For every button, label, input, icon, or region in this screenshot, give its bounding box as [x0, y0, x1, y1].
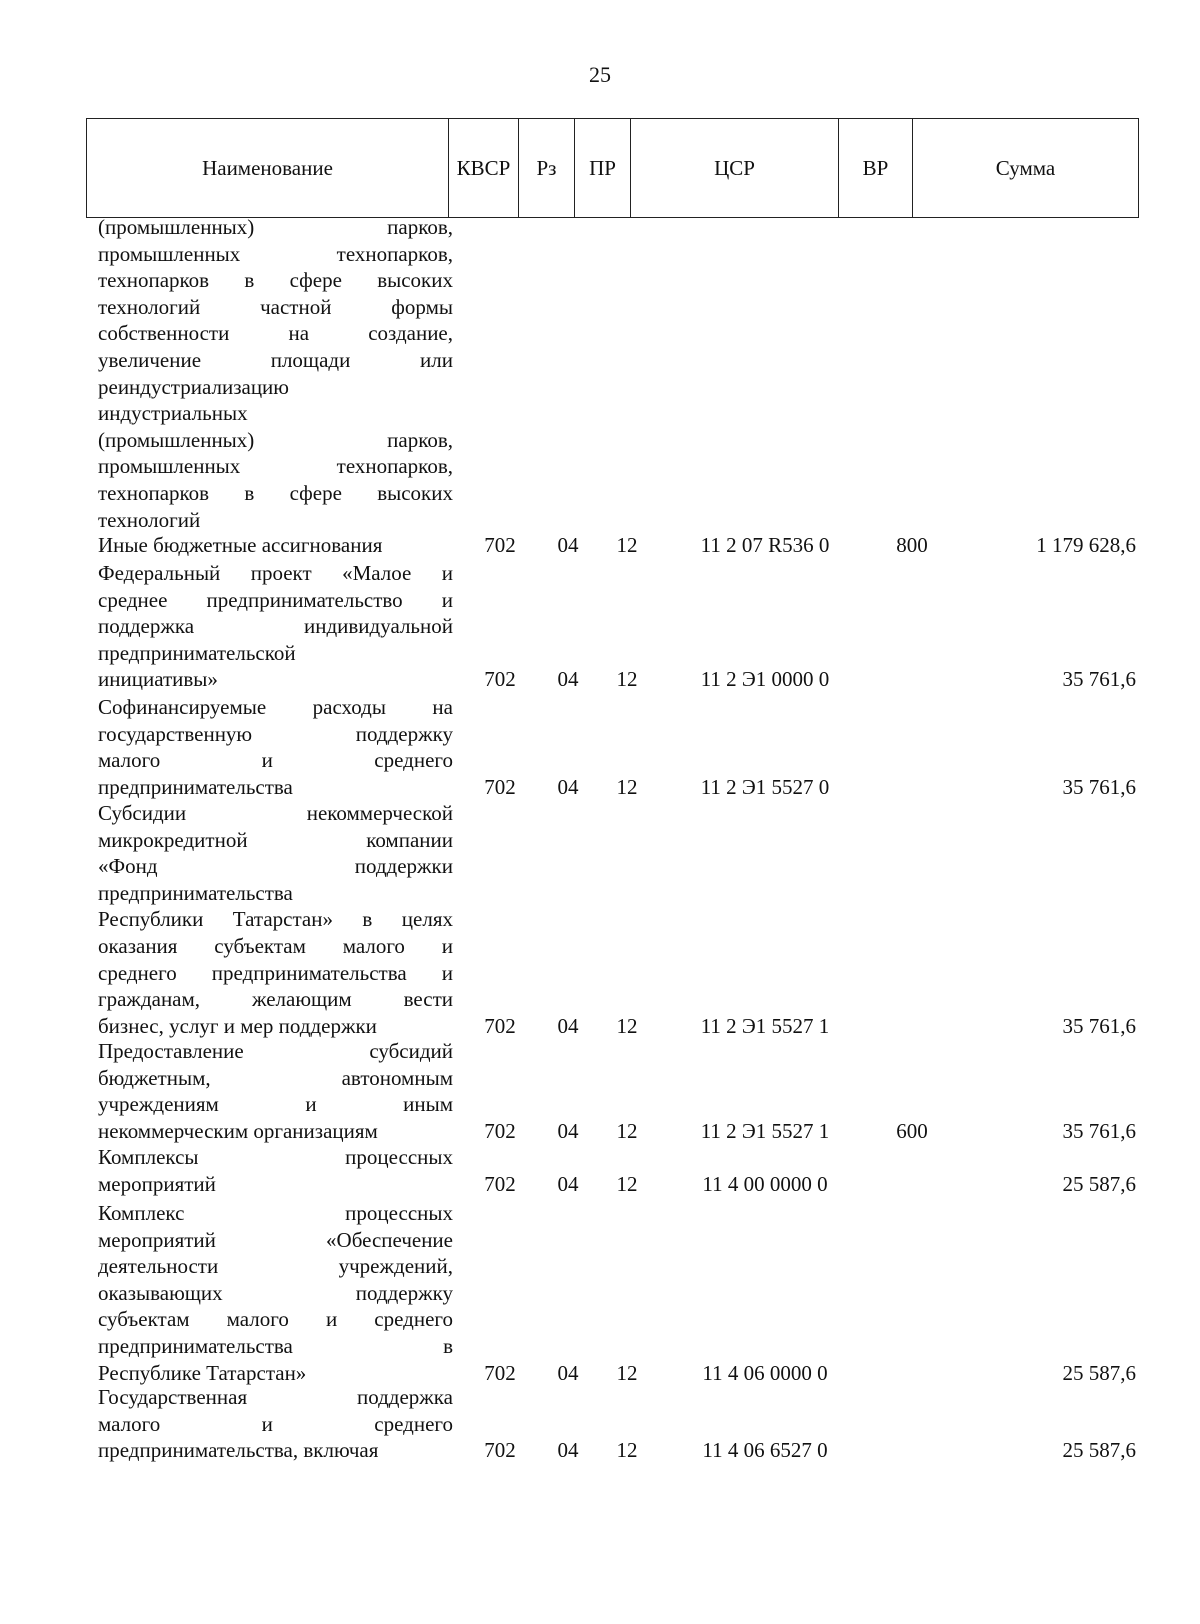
- row-rz: 04: [557, 1118, 579, 1143]
- row-rz: 04: [557, 1013, 579, 1038]
- row-name-line: Комплексы процессных: [98, 1145, 453, 1169]
- row-sum: 25 587,6: [1062, 1438, 1136, 1463]
- row-name-line: реиндустриализацию: [98, 374, 289, 399]
- page-number: 25: [589, 62, 611, 87]
- row-name-line: мероприятий: [98, 1171, 216, 1196]
- row-pr: 12: [616, 667, 638, 692]
- row-name-line: собственности на создание,: [98, 321, 453, 346]
- row-name-line: субъектам малого и среднего: [98, 1307, 453, 1332]
- row-name-line: учреждениям и иным: [98, 1092, 453, 1117]
- row-rz: 04: [557, 1438, 579, 1463]
- row-sum: 35 761,6: [1062, 1118, 1136, 1143]
- row-csr: 11 2 07 R536 0: [700, 533, 830, 557]
- row-name: [98, 560, 453, 693]
- table-row: [0, 1200, 1200, 1386]
- row-name-line: Комплекс процессных: [98, 1201, 453, 1225]
- table-row: [0, 694, 1200, 800]
- table-row: [0, 800, 1200, 1039]
- row-pr: 12: [616, 1171, 638, 1196]
- row-name-line: Субсидии некоммерческой: [98, 801, 453, 825]
- row-name-line: бизнес, услуг и мер поддержки: [98, 1013, 377, 1038]
- row-sum: 35 761,6: [1062, 774, 1136, 799]
- row-name-line: среднего предпринимательства и: [98, 960, 453, 985]
- row-name-line: оказывающих поддержку: [98, 1280, 453, 1305]
- row-pr: 12: [616, 533, 638, 557]
- row-kvsr: 702: [484, 667, 516, 692]
- row-name-line: технологий: [98, 507, 201, 532]
- header-rz: Рз: [519, 119, 575, 218]
- row-name-line: Республики Татарстан» в целях: [98, 907, 453, 932]
- row-csr: 11 4 06 0000 0: [702, 1360, 828, 1385]
- row-name-line: предпринимательства, включая: [98, 1438, 379, 1463]
- row-name-line: предпринимательства: [98, 774, 293, 799]
- row-rz: 04: [557, 667, 579, 692]
- row-kvsr: 702: [484, 1438, 516, 1463]
- row-pr: 12: [616, 1360, 638, 1385]
- row-name-line: государственную поддержку: [98, 721, 453, 746]
- row-name: [98, 1038, 453, 1144]
- row-name-line: Софинансируемые расходы на: [98, 695, 453, 719]
- header-name: Наименование: [87, 119, 449, 218]
- row-kvsr: 702: [484, 774, 516, 799]
- row-kvsr: 702: [484, 1171, 516, 1196]
- row-pr: 12: [616, 774, 638, 799]
- row-csr: 11 4 00 0000 0: [702, 1171, 828, 1196]
- row-name-line: Республике Татарстан»: [98, 1360, 307, 1385]
- row-name-line: предпринимательской: [98, 640, 296, 665]
- row-name-line: предпринимательства в: [98, 1333, 453, 1358]
- row-name: [98, 1384, 453, 1464]
- row-sum: 25 587,6: [1062, 1171, 1136, 1196]
- table-row: [0, 560, 1200, 693]
- row-csr: 11 2 Э1 5527 1: [700, 1013, 830, 1038]
- row-name-line: (промышленных) парков,: [98, 427, 453, 452]
- header-csr: ЦСР: [631, 119, 839, 218]
- row-name: [98, 214, 453, 533]
- table-row: [0, 1144, 1200, 1197]
- row-name: [98, 1144, 453, 1197]
- row-name-line: некоммерческим организациям: [98, 1118, 378, 1143]
- row-name-line: Государственная поддержка: [98, 1385, 453, 1409]
- table-header: [86, 118, 1139, 218]
- table-row: [0, 532, 1200, 559]
- row-name-line: малого и среднего: [98, 1411, 453, 1436]
- row-name-line: инициативы»: [98, 667, 218, 692]
- row-csr: 11 2 Э1 0000 0: [700, 667, 830, 692]
- row-kvsr: 702: [484, 1013, 516, 1038]
- row-kvsr: 702: [484, 1360, 516, 1385]
- header-sum: Сумма: [913, 119, 1139, 218]
- row-name-line: индустриальных: [98, 401, 248, 426]
- row-name-line: деятельности учреждений,: [98, 1254, 453, 1279]
- row-sum: 1 179 628,6: [1036, 533, 1136, 557]
- row-name: [98, 800, 453, 1039]
- row-name-line: малого и среднего: [98, 748, 453, 773]
- header-pr: ПР: [575, 119, 631, 218]
- row-pr: 12: [616, 1438, 638, 1463]
- row-name-line: Федеральный проект «Малое и: [98, 561, 453, 585]
- row-name-line: оказания субъектам малого и: [98, 933, 453, 958]
- row-sum: 35 761,6: [1062, 1013, 1136, 1038]
- header-vr: ВР: [839, 119, 913, 218]
- row-name-line: промышленных технопарков,: [98, 454, 453, 479]
- row-name-line: промышленных технопарков,: [98, 241, 453, 266]
- row-name-line: увеличение площади или: [98, 347, 453, 372]
- row-kvsr: 702: [484, 1118, 516, 1143]
- table-row: [0, 1384, 1200, 1464]
- row-name-line: мероприятий «Обеспечение: [98, 1227, 453, 1252]
- row-name-line: технопарков в сфере высоких: [98, 480, 453, 505]
- table-row: [0, 1038, 1200, 1144]
- row-name-line: Предоставление субсидий: [98, 1039, 453, 1063]
- row-name-line: бюджетным, автономным: [98, 1065, 453, 1090]
- table-row: [0, 214, 1200, 533]
- row-name-line: (промышленных) парков,: [98, 215, 453, 239]
- row-name-line: технопарков в сфере высоких: [98, 268, 453, 293]
- row-kvsr: 702: [484, 533, 516, 557]
- row-pr: 12: [616, 1118, 638, 1143]
- row-name-line: Иные бюджетные ассигнования: [98, 533, 383, 557]
- row-csr: 11 4 06 6527 0: [702, 1438, 828, 1463]
- row-vr: 600: [896, 1118, 928, 1143]
- row-rz: 04: [557, 1360, 579, 1385]
- row-name-line: «Фонд поддержки: [98, 854, 453, 879]
- row-name-line: гражданам, желающим вести: [98, 987, 453, 1012]
- header-kvsr: КВСР: [449, 119, 519, 218]
- row-name-line: поддержка индивидуальной: [98, 614, 453, 639]
- row-pr: 12: [616, 1013, 638, 1038]
- row-name-line: технологий частной формы: [98, 294, 453, 319]
- row-name: [98, 532, 453, 559]
- row-name-line: предпринимательства: [98, 880, 293, 905]
- row-vr: 800: [896, 533, 928, 557]
- row-csr: 11 2 Э1 5527 1: [700, 1118, 830, 1143]
- row-rz: 04: [557, 1171, 579, 1196]
- row-name: [98, 1200, 453, 1386]
- row-sum: 25 587,6: [1062, 1360, 1136, 1385]
- row-name: [98, 694, 453, 800]
- row-csr: 11 2 Э1 5527 0: [700, 774, 830, 799]
- row-sum: 35 761,6: [1062, 667, 1136, 692]
- row-name-line: среднее предпринимательство и: [98, 587, 453, 612]
- row-rz: 04: [557, 774, 579, 799]
- row-rz: 04: [557, 533, 579, 557]
- row-name-line: микрокредитной компании: [98, 827, 453, 852]
